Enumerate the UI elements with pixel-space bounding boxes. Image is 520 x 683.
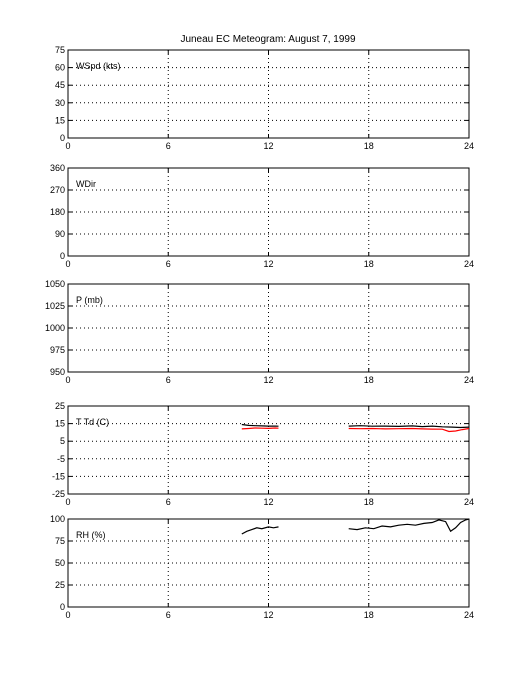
x-tick-label: 24 bbox=[463, 141, 475, 151]
y-tick-label: 0 bbox=[59, 602, 65, 612]
x-tick-label: 0 bbox=[65, 610, 71, 620]
x-tick-label: 12 bbox=[263, 141, 274, 151]
y-tick-label: 1025 bbox=[44, 301, 65, 311]
x-tick-label: 6 bbox=[165, 259, 171, 269]
panel-1 bbox=[50, 163, 474, 269]
x-tick-label: 6 bbox=[165, 497, 171, 507]
y-tick-label: 45 bbox=[54, 80, 65, 91]
y-tick-label: 25 bbox=[54, 401, 65, 411]
y-tick-label: 950 bbox=[49, 367, 65, 377]
series-line-1 bbox=[242, 428, 279, 429]
x-tick-label: 18 bbox=[363, 610, 374, 620]
series-line-0 bbox=[349, 519, 469, 531]
panel-0 bbox=[55, 45, 474, 151]
x-tick-label: 0 bbox=[65, 259, 71, 269]
panel-label: WDir bbox=[76, 179, 96, 189]
y-tick-label: 75 bbox=[54, 536, 65, 546]
y-tick-label: 0 bbox=[59, 251, 65, 261]
y-tick-label: 360 bbox=[49, 163, 65, 173]
y-tick-label: 30 bbox=[54, 97, 65, 108]
y-tick-label: 15 bbox=[54, 418, 65, 429]
x-tick-label: 12 bbox=[263, 259, 274, 269]
x-tick-label: 18 bbox=[363, 141, 374, 151]
y-tick-label: 100 bbox=[49, 514, 65, 524]
x-tick-label: 12 bbox=[263, 497, 274, 507]
x-tick-label: 0 bbox=[65, 141, 71, 151]
series-line-1 bbox=[349, 429, 469, 432]
y-tick-label: 50 bbox=[54, 558, 65, 568]
x-tick-label: 24 bbox=[463, 259, 475, 269]
panels bbox=[45, 45, 474, 620]
x-tick-label: 6 bbox=[165, 610, 171, 620]
y-tick-label: 1000 bbox=[44, 323, 65, 333]
figure-title: Juneau EC Meteogram: August 7, 1999 bbox=[180, 34, 356, 45]
x-tick-label: 6 bbox=[165, 141, 171, 151]
y-tick-label: 5 bbox=[59, 436, 65, 447]
y-tick-label: 60 bbox=[54, 62, 65, 73]
panel-label: P (mb) bbox=[76, 295, 103, 305]
x-tick-label: 18 bbox=[363, 497, 374, 507]
series-line-0 bbox=[242, 527, 279, 534]
panel-label: RH (%) bbox=[76, 530, 106, 540]
y-tick-label: 75 bbox=[54, 45, 65, 55]
series-line-0 bbox=[242, 425, 279, 427]
x-tick-label: 18 bbox=[363, 375, 374, 385]
x-tick-label: 24 bbox=[463, 375, 475, 385]
y-tick-label: 0 bbox=[59, 133, 65, 143]
x-tick-label: 24 bbox=[463, 610, 475, 620]
x-tick-label: 24 bbox=[463, 497, 475, 507]
panel-label: T Td (C) bbox=[76, 417, 110, 427]
y-tick-label: 25 bbox=[54, 580, 65, 590]
series-line-0 bbox=[349, 426, 469, 428]
y-tick-label: 90 bbox=[54, 229, 65, 239]
panel-3 bbox=[52, 401, 474, 507]
y-tick-label: -5 bbox=[56, 453, 65, 464]
panel-4 bbox=[50, 514, 474, 620]
y-tick-label: 975 bbox=[49, 345, 65, 355]
panel-label: WSpd (kts) bbox=[76, 61, 121, 71]
y-tick-label: -15 bbox=[51, 471, 65, 482]
x-tick-label: 0 bbox=[65, 375, 71, 385]
x-tick-label: 12 bbox=[263, 375, 274, 385]
x-tick-label: 6 bbox=[165, 375, 171, 385]
y-tick-label: 180 bbox=[49, 207, 65, 217]
y-tick-label: 15 bbox=[54, 115, 65, 126]
y-tick-label: 1050 bbox=[44, 279, 65, 289]
x-tick-label: 18 bbox=[363, 259, 374, 269]
y-tick-label: 270 bbox=[49, 185, 65, 195]
panel-2 bbox=[45, 279, 474, 385]
x-tick-label: 0 bbox=[65, 497, 71, 507]
y-tick-label: -25 bbox=[51, 489, 65, 499]
x-tick-label: 12 bbox=[263, 610, 274, 620]
